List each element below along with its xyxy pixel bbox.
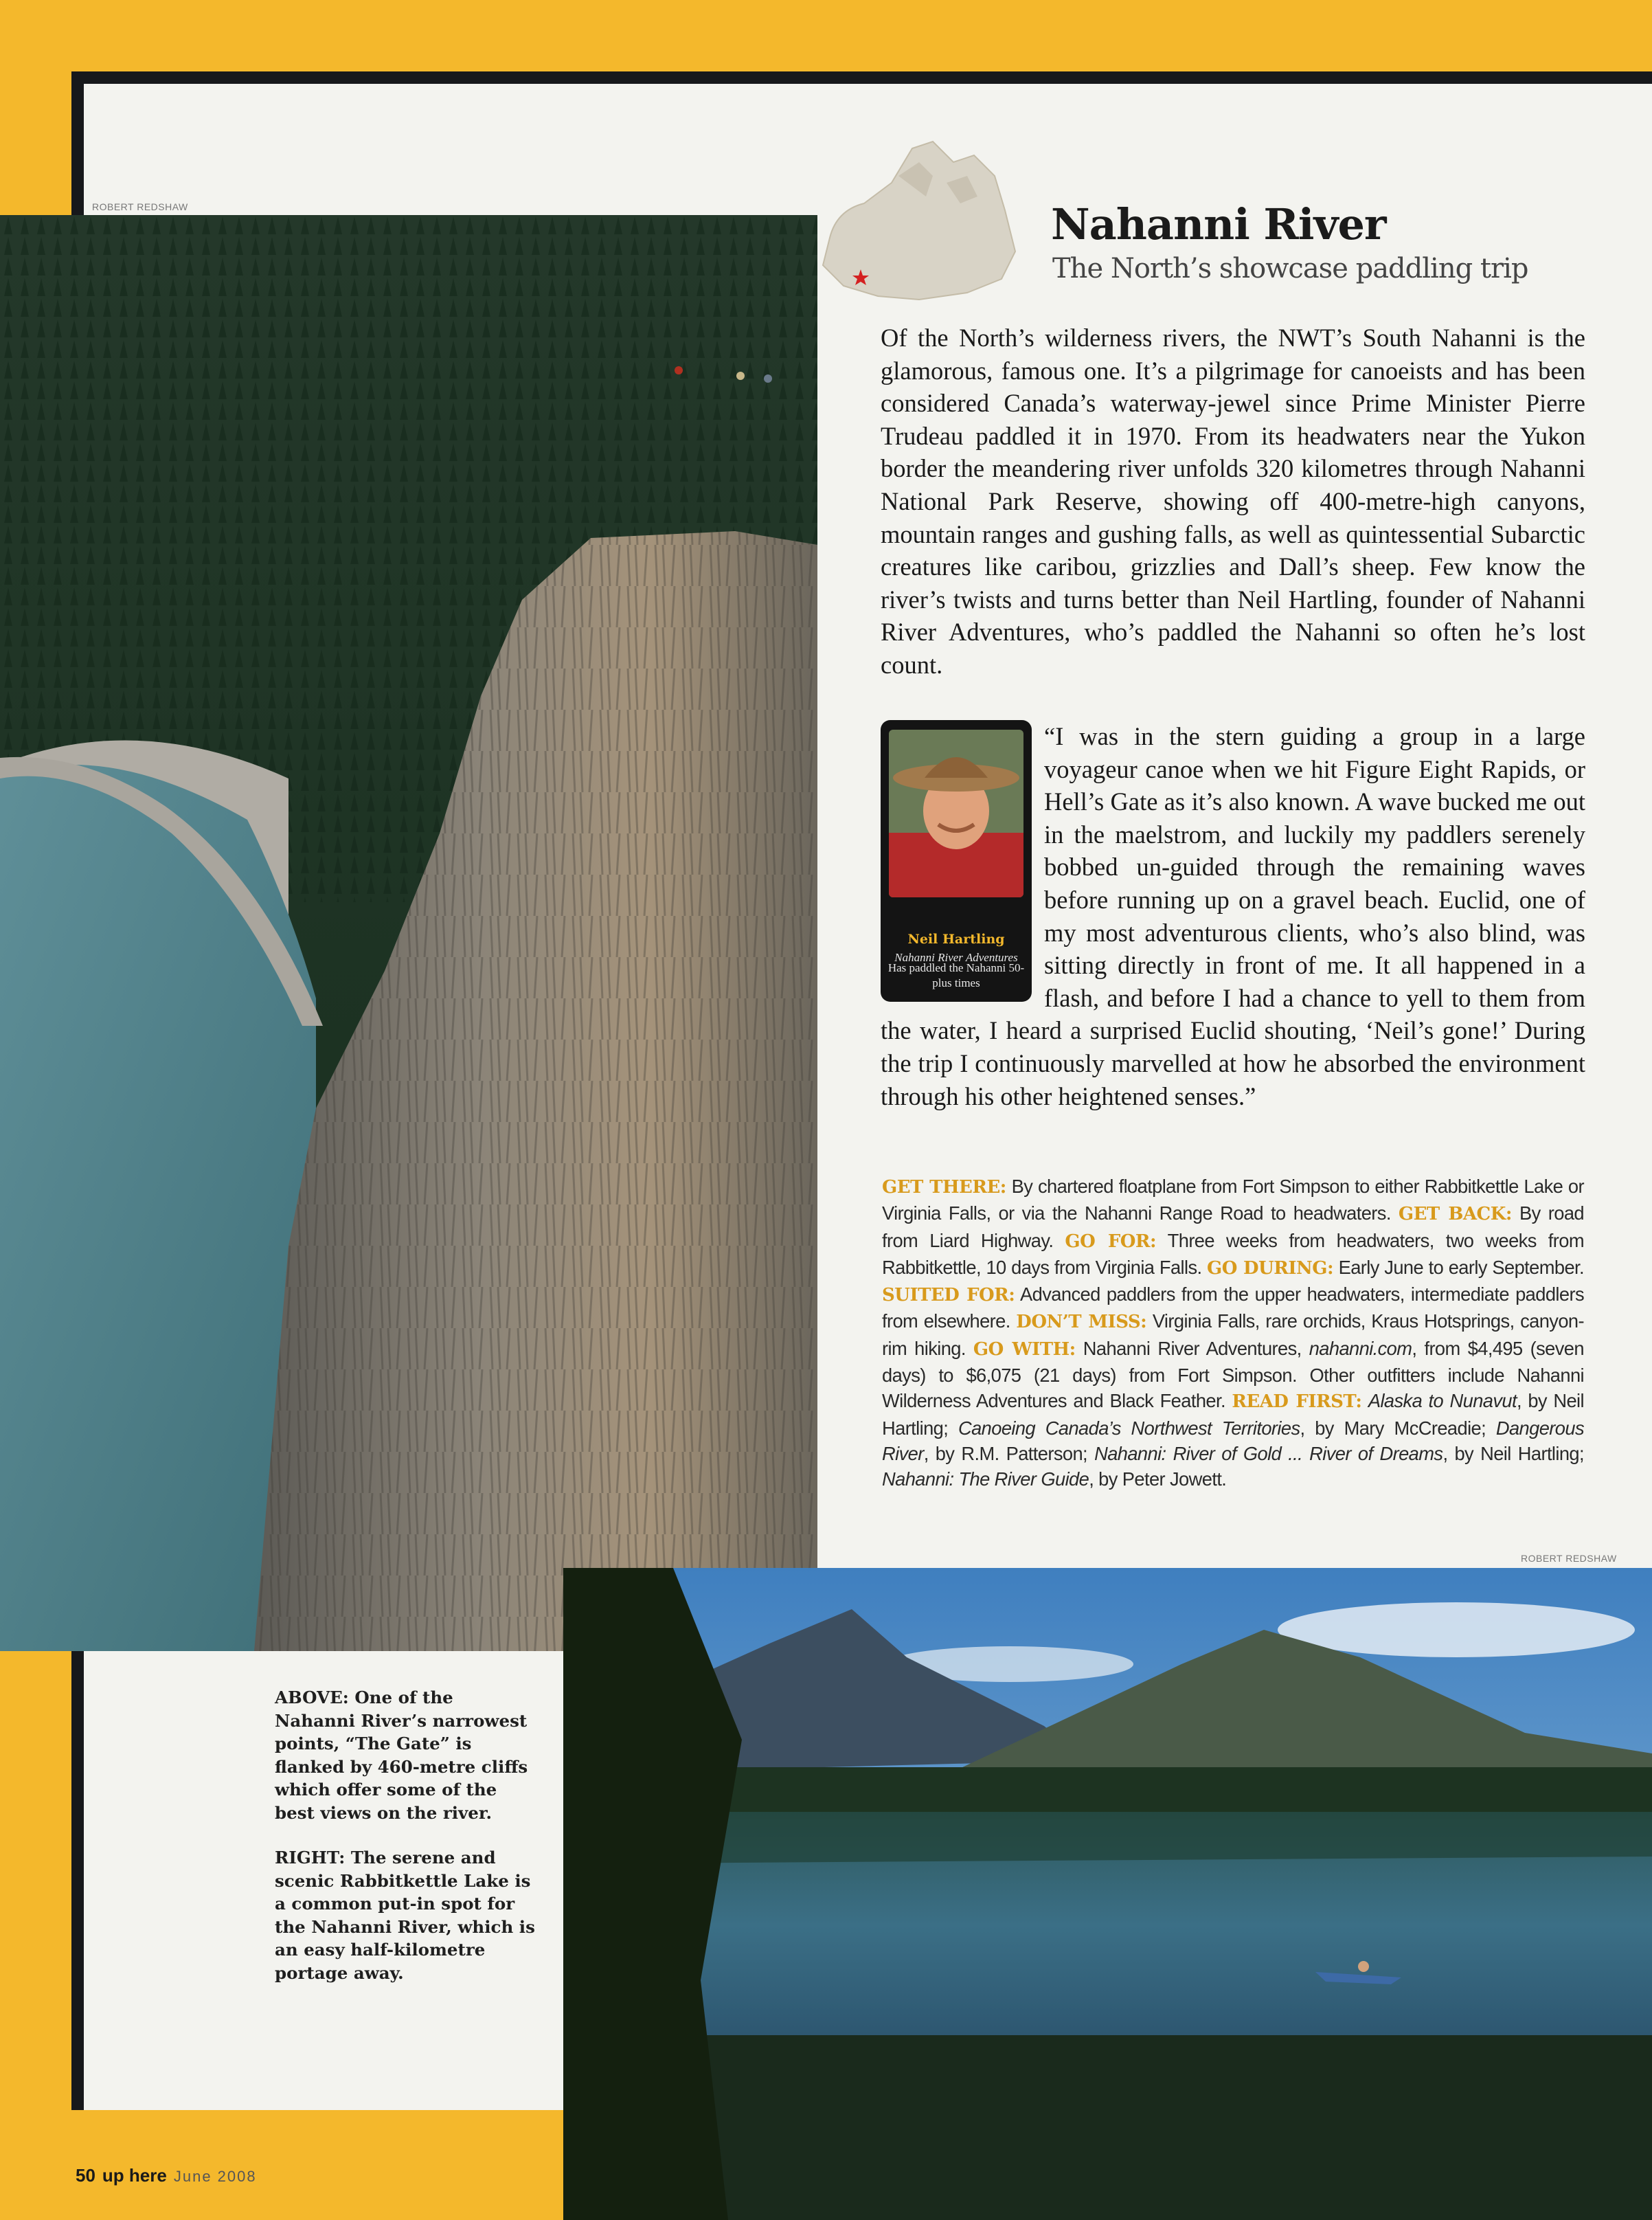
- article-intro: Of the North’s wilderness rivers, the NWT’s South Nahanni is the glamorous, famous one. It’s a pilgrimage for canoeists and has been considered Canada’s waterway-jewel since Prime Minister Pierre Trudeau paddled it in 1970. From its headwaters near the Yukon border the meandering river unfolds 320 kilometres through Nahanni National Park Reserve, showing off 400-metre-high canyons, mountain ranges and gushing falls, as well as quintessential Subarctic creatures like caribou, grizzlies and Dall’s sheep. Few know the river’s twists and turns better than Neil Hartling, founder of Nahanni River Adventures, who’s paddled the Nahanni so often he’s lost count.: [881, 324, 1585, 679]
- book-title-1: Alaska to Nunavut: [1368, 1390, 1517, 1412]
- book-author-4: , by Neil Hartling;: [1442, 1442, 1585, 1464]
- photo-credit-bottom: ROBERT REDSHAW: [1521, 1553, 1617, 1564]
- book-author-1: , by Neil Hartling;: [882, 1390, 1584, 1439]
- issue-date: June 2008: [173, 2168, 257, 2185]
- fact-get-there: By chartered floatplane from Fort Simpson to either Rabbitkettle Lake or Virginia Falls, or via the Nahanni Range Road to headwaters.: [882, 1176, 1584, 1224]
- book-title-5: Nahanni: The River Guide: [882, 1468, 1089, 1490]
- fact-label-go-with: GO WITH:: [973, 1338, 1076, 1360]
- caption-right: RIGHT: The serene and scenic Rabbitkettle Lake is a common put-in spot for the Nahanni River, which is an easy half-kilometre portage away.: [275, 1848, 535, 1983]
- photo-captions: [275, 1686, 536, 2006]
- fact-label-suited-for: SUITED FOR:: [882, 1285, 1015, 1306]
- fact-get-back: By road from Liard Highway.: [882, 1202, 1584, 1251]
- fact-label-get-back: GET BACK:: [1398, 1204, 1512, 1225]
- fact-label-read-first: READ FIRST:: [1232, 1391, 1362, 1413]
- magazine-name: up here: [102, 2165, 167, 2186]
- book-author-2: , by Mary McCreadie;: [1300, 1417, 1496, 1439]
- canada-map-inset: [816, 135, 1022, 306]
- fact-label-dont-miss: DON’T MISS:: [1016, 1312, 1147, 1333]
- quote-section: [881, 720, 1585, 1112]
- bio-description: Has paddled the Nahanni 50-plus times: [887, 961, 1025, 989]
- bio-portrait: [889, 730, 1023, 897]
- fact-go-during: Early June to early September.: [1333, 1256, 1584, 1278]
- caption-above: ABOVE: One of the Nahanni River’s narrowest points, “The Gate” is flanked by 460-metre cliffs which offer some of the best views on the river.: [275, 1688, 528, 1823]
- photo-rabbitkettle-lake: [563, 1568, 1652, 2220]
- fact-dont-miss: Virginia Falls, rare orchids, Kraus Hotsprings, canyon-rim hiking.: [882, 1310, 1584, 1359]
- article-quote: “I was in the stern guiding a group in a large voyageur canoe when we hit Figure Eight Rapids, or Hell’s Gate as it’s also known. A wave bucked me out in the maelstrom, and luckily my paddlers serenely bobbed un-guided through the remaining waves before running up on a gravel beach. Euclid, one of my most adventurous clients, who’s also blind, was sitting directly in front of me. It all happened in a flash, and before I had a chance to yell to them from the water, I heard a surprised Euclid shouting, ‘Neil’s gone!’ During the trip I continuously marvelled at how he absorbed the environment through his other heightened senses.”: [881, 722, 1585, 1110]
- book-title-2: Canoeing Canada’s Northwest Territories: [958, 1417, 1300, 1439]
- book-author-5: , by Peter Jowett.: [1089, 1468, 1227, 1490]
- article-title: Nahanni River: [1051, 199, 1386, 249]
- bio-org: Nahanni River Adventures: [894, 951, 1018, 964]
- photo-credit-top: ROBERT REDSHAW: [92, 201, 188, 212]
- fact-label-go-for: GO FOR:: [1065, 1231, 1157, 1252]
- page-number: 50: [76, 2165, 95, 2186]
- fact-go-with-2: , from $4,495 (seven days) to $6,075 (21 days) from Fort Simpson. Other outfitters include Nahanni Wilderness Adventures and Black Feather.: [882, 1337, 1584, 1412]
- fact-go-with-1: Nahanni River Adventures,: [1075, 1337, 1309, 1359]
- book-author-3: , by R.M. Patterson;: [923, 1442, 1095, 1464]
- book-title-4: Nahanni: River of Gold ... River of Dreams: [1094, 1442, 1443, 1464]
- photo-the-gate-cliffs: [0, 215, 817, 1651]
- fact-website: nahanni.com: [1309, 1337, 1412, 1359]
- fact-label-get-there: GET THERE:: [882, 1177, 1006, 1198]
- bio-card: [881, 720, 1032, 1002]
- fact-suited-for: Advanced paddlers from the upper headwaters, intermediate paddlers from elsewhere.: [882, 1283, 1584, 1332]
- bio-name: Neil Hartling: [907, 932, 1005, 947]
- article-subtitle: The North’s showcase paddling trip: [1052, 253, 1528, 284]
- page-folio: [76, 2165, 257, 2186]
- fact-go-for: Three weeks from headwaters, two weeks from Rabbitkettle, 10 days from Virginia Falls.: [882, 1229, 1584, 1278]
- fact-label-go-during: GO DURING:: [1207, 1257, 1334, 1279]
- trip-facts: [882, 1174, 1584, 1492]
- book-title-3: Dangerous River: [882, 1417, 1584, 1464]
